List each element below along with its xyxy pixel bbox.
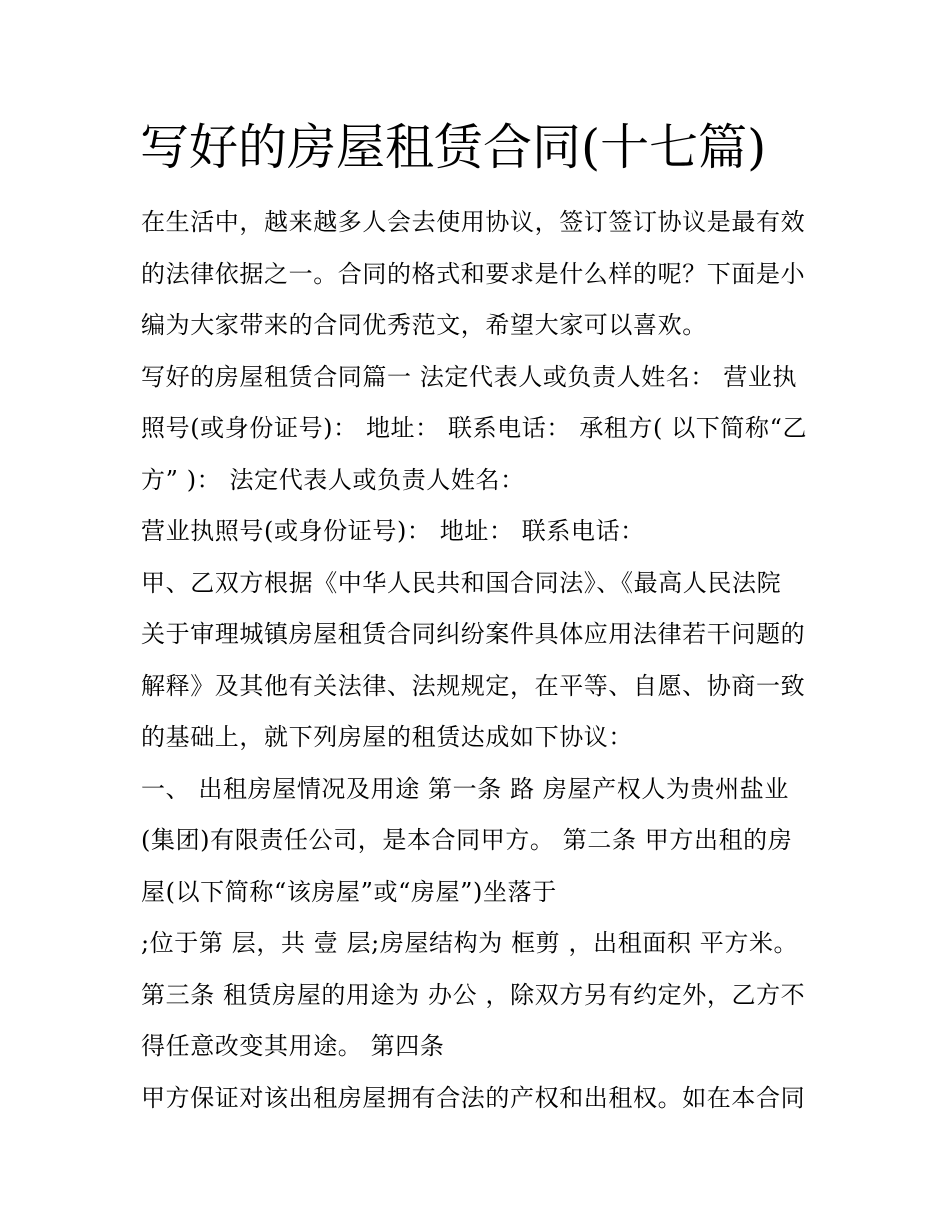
- body-line: 关于审理城镇房屋租赁合同纠纷案件具体应用法律若干问题的: [141, 620, 806, 648]
- body-line: 在生活中，越来越多人会去使用协议，签订签订协议是最有效: [141, 208, 806, 236]
- body-line: 解释》及其他有关法律、法规规定，在平等、自愿、协商一致: [141, 671, 806, 700]
- body-line: 甲、乙双方根据《中华人民共和国合同法》、《最高人民法院: [141, 568, 782, 597]
- body-line: 照号(或身份证号)： 地址： 联系电话： 承租方( 以下简称“乙: [141, 414, 808, 442]
- body-line: 得任意改变其用途。 第四条: [141, 1032, 445, 1060]
- body-line: 编为大家带来的合同优秀范文，希望大家可以喜欢。: [141, 311, 707, 339]
- body-line: 写好的房屋租赁合同篇一 法定代表人或负责人姓名： 营业执: [141, 362, 798, 391]
- body-line: 甲方保证对该出租房屋拥有合法的产权和出租权。如在本合同: [141, 1083, 806, 1112]
- body-line: (集团)有限责任公司，是本合同甲方。 第二条 甲方出租的房: [141, 826, 793, 854]
- body-line: 的基础上，就下列房屋的租赁达成如下协议：: [141, 723, 633, 751]
- body-line: 的法律依据之一。合同的格式和要求是什么样的呢？下面是小: [141, 259, 806, 288]
- body-line: 一、 出租房屋情况及用途 第一条 路 房屋产权人为贵州盐业: [141, 774, 789, 803]
- body-line: ;位于第 层，共 壹 层;房屋结构为 框剪 ，出租面积 平方米。: [141, 929, 799, 957]
- body-line: 第三条 租赁房屋的用途为 办公 ，除双方另有约定外，乙方不: [141, 980, 806, 1009]
- document-body: [141, 202, 821, 1129]
- body-line: 方” )： 法定代表人或负责人姓名：: [141, 465, 525, 494]
- document-title: 写好的房屋租赁合同(十七篇): [140, 119, 767, 176]
- body-line: 营业执照号(或身份证号)： 地址： 联系电话：: [141, 517, 645, 545]
- body-line: 屋(以下简称“该房屋”或“房屋”)坐落于: [141, 877, 557, 906]
